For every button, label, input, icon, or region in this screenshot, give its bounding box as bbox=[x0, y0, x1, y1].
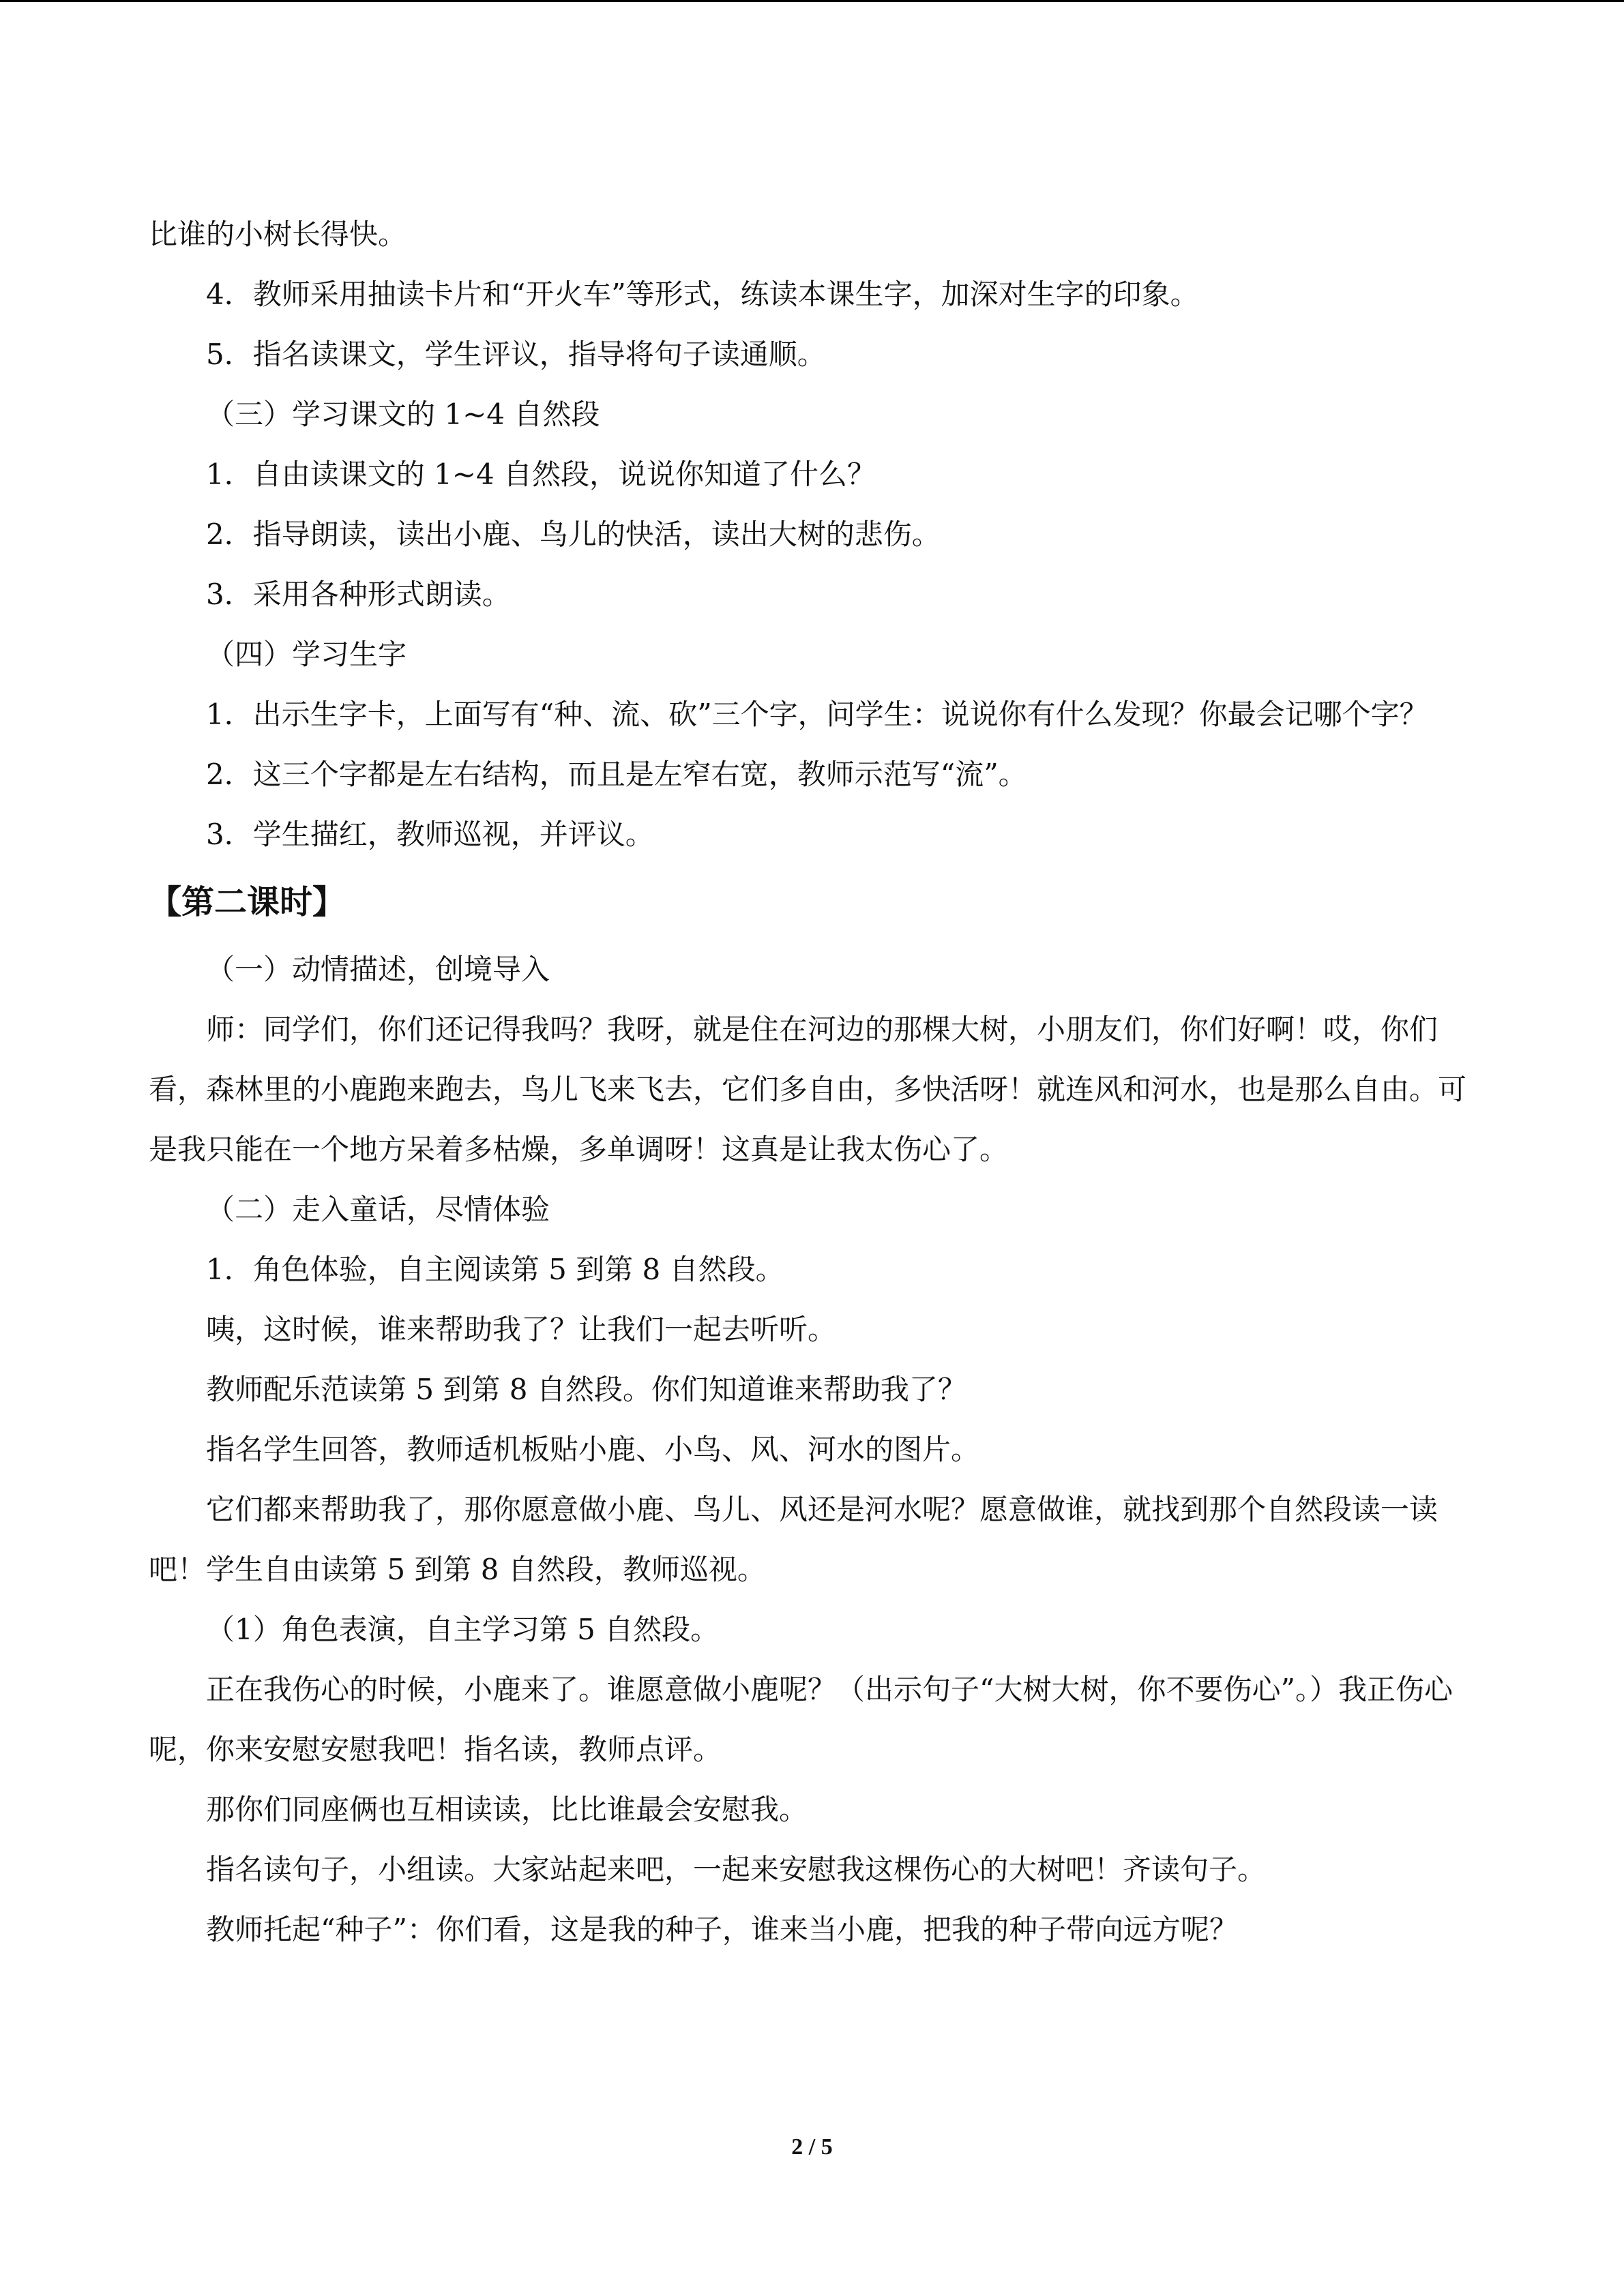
paragraph: 4．教师采用抽读卡片和“开火车”等形式，练读本课生字，加深对生字的印象。 bbox=[206, 278, 1199, 311]
paragraph: 1．角色体验，自主阅读第 5 到第 8 自然段。 bbox=[206, 1253, 784, 1286]
paragraph: 1．自由读课文的 1~4 自然段，说说你知道了什么？ bbox=[206, 458, 876, 491]
paragraph: 它们都来帮助我了，那你愿意做小鹿、鸟儿、风还是河水呢？愿意做谁，就找到那个自然段读一读吧！学生自由读第 5 到第 8 自然段，教师巡视。 bbox=[149, 1493, 1438, 1586]
lesson-heading: 【第二课时】 bbox=[149, 883, 346, 921]
paragraph: 3．学生描红，教师巡视，并评议。 bbox=[206, 818, 654, 851]
paragraph: 比谁的小树长得快。 bbox=[149, 218, 407, 251]
paragraph: 指名学生回答，教师适机板贴小鹿、小鸟、风、河水的图片。 bbox=[206, 1433, 980, 1466]
paragraph: 正在我伤心的时候，小鹿来了。谁愿意做小鹿呢？（出示句子“大树大树，你不要伤心”。）我正伤心呢，你来安慰安慰我吧！指名读，教师点评。 bbox=[149, 1673, 1453, 1766]
paragraph: 师：同学们，你们还记得我吗？我呀，就是住在河边的那棵大树，小朋友们，你们好啊！哎，你们看，森林里的小鹿跑来跑去，鸟儿飞来飞去，它们多自由，多快活呀！就连风和河水，也是那么自由。可是我只能在一个地方呆着多枯燥，多单调呀！这真是让我太伤心了。 bbox=[149, 1013, 1467, 1166]
paragraph: 1．出示生字卡，上面写有“种、流、砍”三个字，问学生：说说你有什么发现？你最会记哪个字？ bbox=[206, 698, 1428, 731]
paragraph: 2．这三个字都是左右结构，而且是左窄右宽，教师示范写“流”。 bbox=[206, 758, 1027, 791]
paragraph: （1）角色表演，自主学习第 5 自然段。 bbox=[206, 1613, 720, 1646]
paragraph: 教师托起“种子”：你们看，这是我的种子，谁来当小鹿，把我的种子带向远方呢？ bbox=[206, 1913, 1238, 1946]
top-border-line bbox=[0, 0, 1624, 2]
section-subheading: （三）学习课文的 1~4 自然段 bbox=[206, 398, 600, 431]
paragraph: 3．采用各种形式朗读。 bbox=[206, 578, 511, 611]
document-body bbox=[149, 205, 1477, 1960]
paragraph: 教师配乐范读第 5 到第 8 自然段。你们知道谁来帮助我了？ bbox=[206, 1373, 966, 1406]
section-subheading: （二）走入童话，尽情体验 bbox=[206, 1193, 550, 1226]
paragraph: 那你们同座俩也互相读读，比比谁最会安慰我。 bbox=[206, 1793, 808, 1826]
section-subheading: （四）学习生字 bbox=[206, 638, 407, 671]
page-number: 2 / 5 bbox=[791, 2134, 833, 2160]
paragraph: 5．指名读课文，学生评议，指导将句子读通顺。 bbox=[206, 338, 826, 371]
paragraph: 咦，这时候，谁来帮助我了？让我们一起去听听。 bbox=[206, 1313, 837, 1346]
paragraph: 2．指导朗读，读出小鹿、鸟儿的快活，读出大树的悲伤。 bbox=[206, 518, 941, 551]
paragraph: 指名读句子，小组读。大家站起来吧，一起来安慰我这棵伤心的大树吧！齐读句子。 bbox=[206, 1853, 1267, 1886]
section-subheading: （一）动情描述，创境导入 bbox=[206, 953, 550, 986]
